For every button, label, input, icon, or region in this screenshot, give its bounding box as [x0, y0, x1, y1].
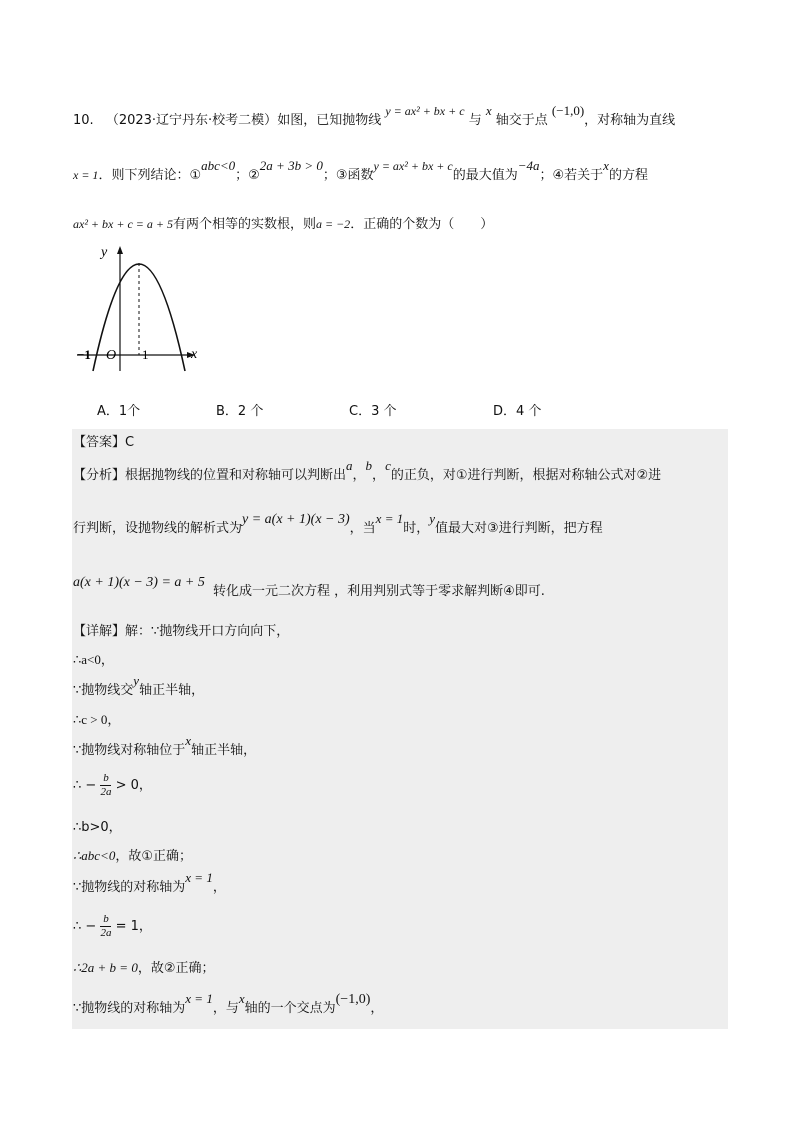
- choice-text: 2 个: [237, 404, 264, 419]
- separator: ，: [372, 468, 386, 483]
- conclusion-3-max: −4a: [517, 158, 540, 173]
- point-coordinate: (−1,0): [335, 992, 371, 1007]
- analysis-text: 根据抛物线的位置和对称轴可以判断出: [125, 468, 347, 483]
- conclusion-4-equation: ax² + bx + c = a + 5: [73, 217, 173, 231]
- math-text: ∴2a + b = 0: [73, 960, 138, 975]
- detail-text: ，: [370, 1001, 384, 1016]
- detail-line-8: [73, 870, 226, 898]
- variable-x: x: [485, 103, 492, 118]
- choice-c[interactable]: [349, 402, 396, 422]
- question-number: 10.: [73, 113, 94, 128]
- question-text: 有两个相等的实数根，则: [172, 217, 316, 232]
- detail-text: ∵抛物线对称轴位于: [73, 743, 186, 758]
- choice-text: 1个: [118, 404, 141, 419]
- question-text: ；②: [235, 168, 260, 183]
- detail-line-7: [73, 846, 192, 867]
- parabola-form: y = a(x + 1)(x − 3): [242, 512, 350, 527]
- fraction: [100, 772, 111, 799]
- var-a: a: [346, 458, 353, 473]
- detail-line-6: ∴b>0，: [73, 820, 122, 835]
- numerator: b: [100, 772, 111, 786]
- parabola-graph: [73, 243, 213, 373]
- conclusion-4-value: a = −2: [315, 217, 351, 231]
- detail-line-9: [73, 913, 152, 940]
- fraction: [100, 913, 111, 940]
- y-axis-arrow: [117, 246, 123, 254]
- analysis-text: 的正负，对①进行判断，根据对称轴公式对②进: [390, 468, 662, 483]
- equation: a(x + 1)(x − 3) = a + 5: [73, 575, 205, 590]
- var-x: x: [185, 733, 192, 748]
- choice-d[interactable]: [493, 402, 541, 422]
- denominator: 2a: [100, 927, 112, 939]
- choice-text: 4 个: [516, 404, 542, 419]
- answer-line: [73, 433, 134, 453]
- x-equals-one: x = 1: [185, 870, 213, 885]
- variable-x: x: [603, 158, 609, 173]
- analysis-line-3: [73, 575, 545, 602]
- detail-text: ∴ −: [73, 919, 97, 934]
- question-text: ．则下列结论：①: [98, 168, 202, 183]
- choice-b[interactable]: [216, 402, 263, 422]
- detail-text: 轴的一个交点为: [244, 1001, 336, 1016]
- question-text: 轴交于点: [495, 113, 548, 128]
- analysis-text: 时，: [403, 521, 430, 536]
- question-text: 的方程: [608, 168, 648, 183]
- analysis-text: ，当: [349, 521, 376, 536]
- choice-letter: D．: [493, 404, 517, 419]
- var-y: y: [133, 673, 140, 688]
- var-y: y: [429, 511, 436, 526]
- detail-text: ∵抛物线的对称轴为: [73, 880, 186, 895]
- point-coordinate: (−1,0): [551, 103, 585, 118]
- detail-line-11: [73, 991, 384, 1019]
- detail-text: ∴ −: [73, 778, 97, 793]
- question-line-1: [73, 103, 676, 131]
- choice-text: 3 个: [371, 404, 397, 419]
- detail-line-1: ∴a<0，: [73, 652, 114, 667]
- question-text: ，对称轴为直线: [584, 113, 676, 128]
- neg-one-label: −1: [77, 347, 91, 362]
- choice-letter: A．: [97, 404, 119, 419]
- math-text: ∴abc<0: [73, 848, 116, 863]
- origin-label: O: [106, 348, 117, 363]
- detail-text: ，故②正确；: [137, 961, 215, 976]
- question-line-2: [73, 158, 648, 186]
- detail-text: > 0，: [115, 778, 152, 793]
- question-text: ；④若关于: [539, 168, 604, 183]
- detail-text: ，: [212, 880, 226, 895]
- question-line-3: [73, 214, 493, 235]
- choice-a[interactable]: [97, 402, 140, 422]
- detail-text: ∵抛物线交: [73, 683, 134, 698]
- x-equals-one: x = 1: [185, 991, 213, 1006]
- x-axis-label: x: [191, 347, 198, 362]
- question-text: ；③函数: [322, 168, 374, 183]
- choice-letter: B．: [216, 404, 238, 419]
- conclusion-3-function: y = ax² + bx + c: [373, 159, 453, 173]
- detail-text: ，与: [212, 1001, 239, 1016]
- detail-line-0: [73, 622, 289, 642]
- detail-line-5: [73, 772, 152, 799]
- x-equals-one: x = 1: [375, 511, 404, 526]
- question-text: ．正确的个数为（ ）: [350, 217, 494, 232]
- detail-text: 解：∵抛物线开口方向向下，: [125, 624, 290, 639]
- answer-label: 【答案】: [73, 435, 126, 450]
- detail-text: = 1，: [115, 919, 152, 934]
- analysis-line-1: [73, 458, 662, 486]
- axis-equation: x = 1: [73, 168, 99, 182]
- question-text: 的最大值为: [452, 168, 518, 183]
- analysis-line-2: [73, 511, 603, 539]
- denominator: 2a: [100, 786, 112, 798]
- var-b: b: [365, 458, 373, 473]
- analysis-label: 【分析】: [73, 468, 126, 483]
- var-c: c: [385, 458, 391, 473]
- detail-text: ∵抛物线的对称轴为: [73, 1001, 186, 1016]
- answer-value: C: [125, 435, 135, 450]
- detail-text: 轴正半轴，: [191, 743, 257, 758]
- detail-line-4: [73, 733, 257, 761]
- separator: ，: [352, 468, 366, 483]
- conclusion-2: 2a + 3b > 0: [259, 158, 323, 173]
- var-x: x: [238, 991, 245, 1006]
- question-text: 与: [468, 113, 482, 128]
- choice-letter: C．: [349, 404, 372, 419]
- question-text: 如图，已知抛物线: [277, 113, 382, 128]
- analysis-text: 值最大对③进行判断，把方程: [435, 521, 603, 536]
- detail-text: ，故①正确；: [115, 849, 192, 864]
- conclusion-1: abc<0: [201, 158, 236, 173]
- detail-line-10: [73, 958, 214, 979]
- analysis-text: 行判断，设抛物线的解析式为: [73, 521, 243, 536]
- y-axis-label: y: [101, 245, 108, 260]
- question-source: （2023·辽宁丹东·校考二模）: [105, 113, 278, 128]
- one-label: 1: [142, 347, 149, 362]
- analysis-text: 转化成一元二次方程 ，利用判别式等于零求解判断④即可.: [213, 584, 545, 599]
- detail-line-3: ∴c > 0，: [73, 712, 121, 727]
- parabola-equation: y = ax² + bx + c: [385, 104, 465, 118]
- detail-text: 轴正半轴，: [139, 683, 205, 698]
- detail-line-2: [73, 673, 205, 701]
- detail-label: 【详解】: [73, 624, 126, 639]
- numerator: b: [100, 913, 111, 927]
